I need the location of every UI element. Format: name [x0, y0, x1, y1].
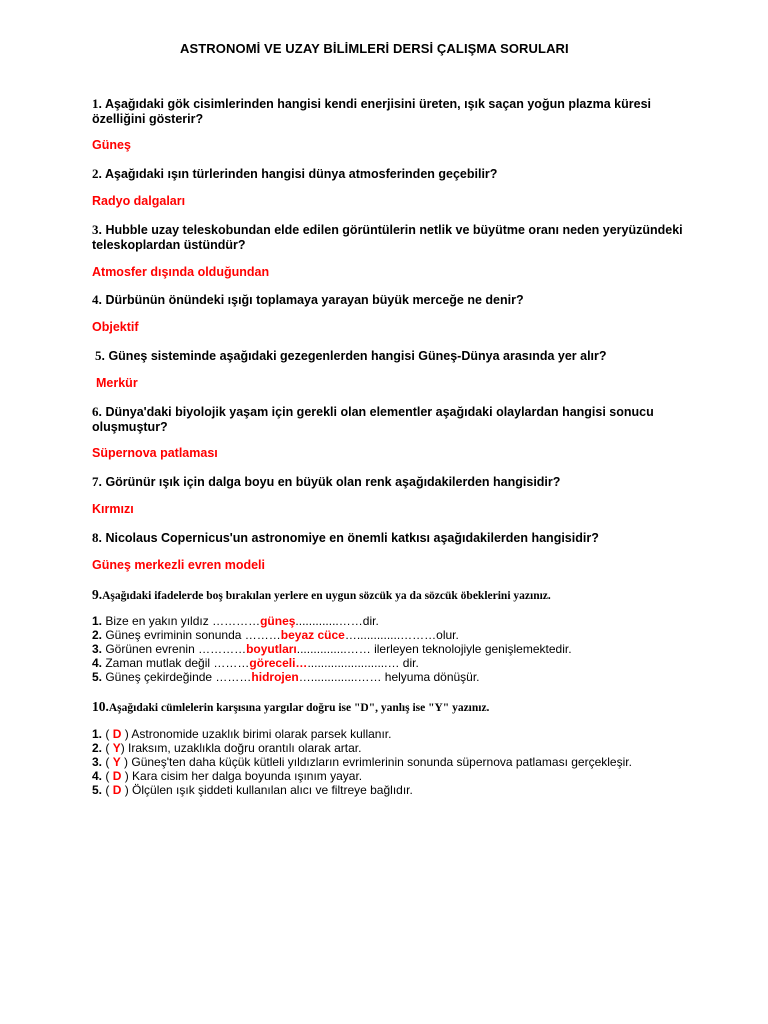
answer-2: Radyo dalgaları — [92, 194, 186, 208]
section-instruction: Aşağıdaki cümlelerin karşısına yargılar doğru ise "D", yanlış ise "Y" yazınız. — [108, 702, 490, 714]
item-answer: D — [112, 769, 122, 783]
tf-item-4 — [92, 769, 712, 783]
item-answer: hidrojen — [251, 670, 299, 684]
question-text: . Dünya'daki biyolojik yaşam için gerekli olan elementler aşağıdaki olaylardan hangisi sonucu oluşmuştur? — [92, 405, 654, 434]
item-text-after: ….............………olur. — [344, 628, 459, 642]
question-4 — [92, 292, 692, 308]
item-statement: ) Astronomide uzaklık birimi olarak parsek kullanır. — [121, 727, 392, 741]
item-open-paren: ( — [102, 741, 113, 755]
item-text-before: Güneş evriminin sonunda ……… — [102, 628, 281, 642]
item-answer: güneş — [260, 614, 296, 628]
section-instruction: Aşağıdaki ifadelerde boş bırakılan yerlere en uygun sözcük ya da sözcük öbeklerini yazınız. — [102, 590, 551, 602]
item-answer: boyutları — [246, 642, 297, 656]
item-number: 1. — [92, 727, 103, 741]
item-text-before: Bize en yakın yıldız ………… — [102, 614, 261, 628]
question-number: 7 — [92, 474, 99, 489]
question-2 — [92, 166, 692, 182]
answer-7: Kırmızı — [92, 502, 134, 516]
item-number: 2. — [92, 628, 103, 642]
tf-item-1 — [92, 727, 712, 741]
question-5 — [95, 348, 695, 364]
item-text-after: …..............…… helyuma dönüşür. — [298, 670, 480, 684]
item-answer: D — [112, 783, 122, 797]
item-text-after: ...............…… ilerleyen teknolojiyle genişlemektedir. — [296, 642, 572, 656]
item-answer: D — [112, 727, 122, 741]
fill-item-4 — [92, 656, 712, 670]
tf-item-2 — [92, 741, 712, 755]
item-answer: beyaz cüce — [280, 628, 345, 642]
answer-6: Süpernova patlaması — [92, 446, 218, 460]
answer-4: Objektif — [92, 320, 139, 334]
page-title: ASTRONOMİ VE UZAY BİLİMLERİ DERSİ ÇALIŞMA SORULARI — [180, 41, 569, 56]
section-number: 10. — [92, 699, 109, 714]
item-number: 4. — [92, 769, 103, 783]
answer-3: Atmosfer dışında olduğundan — [92, 265, 270, 279]
question-number: 8 — [92, 530, 99, 545]
fill-item-5 — [92, 670, 712, 684]
section-9-title — [92, 587, 551, 603]
question-number: 6 — [92, 404, 99, 419]
item-open-paren: ( — [102, 755, 113, 769]
tf-item-5 — [92, 783, 712, 797]
tf-item-3 — [92, 755, 712, 769]
item-open-paren: ( — [102, 727, 113, 741]
question-text: . Dürbünün önündeki ışığı toplamaya yarayan büyük merceğe ne denir? — [98, 293, 524, 307]
item-answer: göreceli… — [249, 656, 308, 670]
item-open-paren: ( — [102, 769, 113, 783]
question-7 — [92, 474, 692, 490]
question-text: . Hubble uzay teleskobundan elde edilen görüntülerin netlik ve büyütme oranı neden yeryüzündeki teleskoplardan üstündür? — [92, 223, 683, 252]
question-number: 5 — [95, 348, 102, 363]
item-answer: Y — [112, 741, 121, 755]
item-statement: ) Kara cisim her dalga boyunda ışınım yayar. — [121, 769, 363, 783]
question-1 — [92, 96, 692, 127]
item-statement: ) Iraksım, uzaklıkla doğru orantılı olarak artar. — [120, 741, 362, 755]
item-number: 5. — [92, 783, 103, 797]
question-number: 3 — [92, 222, 99, 237]
item-text-before: Zaman mutlak değil ……… — [102, 656, 250, 670]
section-10-title — [92, 699, 489, 715]
item-text-after: ........................… dir. — [307, 656, 419, 670]
item-answer: Y — [112, 755, 121, 769]
answer-5: Merkür — [96, 376, 138, 390]
fill-item-2 — [92, 628, 712, 642]
question-text: . Görünür ışık için dalga boyu en büyük olan renk aşağıdakilerden hangisidir? — [98, 475, 561, 489]
item-open-paren: ( — [102, 783, 113, 797]
question-6 — [92, 404, 692, 435]
item-number: 3. — [92, 642, 103, 656]
item-number: 5. — [92, 670, 103, 684]
question-text: . Güneş sisteminde aşağıdaki gezegenlerden hangisi Güneş-Dünya arasında yer alır? — [101, 349, 607, 363]
item-text-after: .............……dir. — [295, 614, 379, 628]
answer-1: Güneş — [92, 138, 131, 152]
question-number: 2 — [92, 166, 99, 181]
item-number: 2. — [92, 741, 103, 755]
fill-item-1 — [92, 614, 712, 628]
question-number: 1 — [92, 96, 99, 111]
item-text-before: Güneş çekirdeğinde ……… — [102, 670, 252, 684]
item-text-before: Görünen evrenin ………… — [102, 642, 247, 656]
item-statement: ) Güneş'ten daha küçük kütleli yıldızların evrimlerinin sonunda süpernova patlaması gerçekleşir. — [120, 755, 632, 769]
question-8 — [92, 530, 692, 546]
answer-8: Güneş merkezli evren modeli — [92, 558, 265, 572]
question-text: . Aşağıdaki gök cisimlerinden hangisi kendi enerjisini üreten, ışık saçan yoğun plazma küresi özelliğini gösterir? — [92, 97, 651, 126]
fill-item-3 — [92, 642, 712, 656]
item-number: 3. — [92, 755, 103, 769]
question-text: . Nicolaus Copernicus'un astronomiye en önemli katkısı aşağıdakilerden hangisidir? — [98, 531, 599, 545]
item-statement: ) Ölçülen ışık şiddeti kullanılan alıcı ve filtreye bağlıdır. — [121, 783, 413, 797]
question-text: . Aşağıdaki ışın türlerinden hangisi dünya atmosferinden geçebilir? — [98, 167, 498, 181]
item-number: 4. — [92, 656, 103, 670]
section-number: 9. — [92, 587, 103, 602]
item-number: 1. — [92, 614, 103, 628]
question-number: 4 — [92, 292, 99, 307]
question-3 — [92, 222, 692, 253]
